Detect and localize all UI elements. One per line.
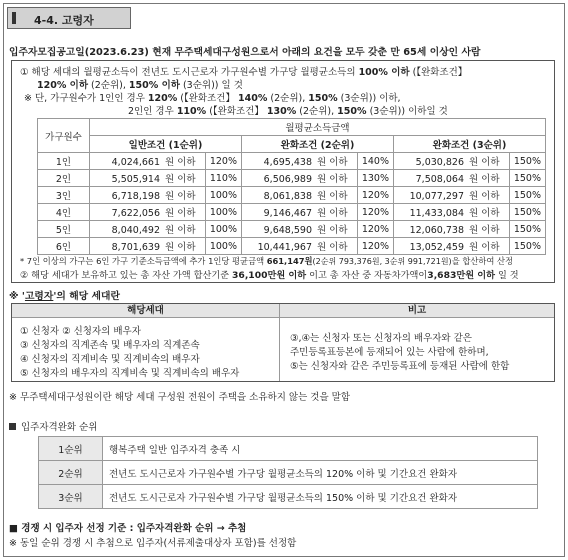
footnote-b3: 이고 총 자산 중 자동차가액이: [309, 270, 428, 281]
amount-value: 8,040,492: [111, 225, 160, 236]
amount-unit: 원 이하: [469, 191, 500, 202]
relax3-percent: 150%: [509, 187, 545, 204]
rank-description: 전년도 도시근로자 가구원수별 가구당 월평균소득의 150% 이하 및 기간요건 완화자: [103, 485, 538, 509]
cond1-d1: 2인인 경우: [128, 106, 174, 117]
footnote-b4: 3,683만원 이하: [427, 270, 496, 281]
amount-value: 8,701,639: [111, 242, 160, 253]
general-percent: 110%: [205, 170, 241, 187]
relax2-percent: 120%: [357, 221, 393, 238]
income-row: [38, 204, 546, 221]
relax3-amount: [394, 238, 510, 255]
general-amount: [90, 221, 206, 238]
col-income: 월평균소득금액: [90, 119, 546, 136]
household-divider: [279, 304, 280, 381]
cond1-c6: 150%: [308, 93, 338, 104]
household-l4: ⑤ 신청자의 배우자의 직계비속 및 직계비속의 배우자: [20, 368, 240, 379]
relax3-percent: 150%: [509, 221, 545, 238]
cond1-b2: (2순위),: [91, 80, 126, 91]
relax2-amount: [242, 187, 358, 204]
general-amount: [90, 170, 206, 187]
cond1-b4: (3순위)) 일 것: [182, 80, 243, 91]
col-household: 가구원수: [38, 119, 90, 153]
general-percent: 120%: [205, 153, 241, 170]
selection-criteria: ■ 경쟁 시 입주자 선정 기준 : 입주자격완화 순위 → 추첨: [9, 523, 247, 534]
amount-unit: 원 이하: [469, 242, 500, 253]
footnote-a: [20, 255, 513, 267]
amount-unit: 원 이하: [165, 242, 196, 253]
amount-value: 11,433,084: [409, 208, 464, 219]
general-amount: [90, 153, 206, 170]
amount-unit: 원 이하: [317, 208, 348, 219]
section-title: 4-4. 고령자: [34, 14, 94, 27]
cond1-a: ① 해당 세대의 월평균소득이 전년도 도시근로자 가구원수별 가구당 월평균소득의: [20, 67, 356, 78]
relax3-amount: [394, 221, 510, 238]
relax2-percent: 140%: [357, 153, 393, 170]
selection-note: ※ 동일 순위 경쟁 시 추첨으로 입주자(서류제출대상자 포함)를 선정함: [9, 538, 297, 549]
relax2-percent: 130%: [357, 170, 393, 187]
amount-unit: 원 이하: [165, 191, 196, 202]
relax3-percent: 150%: [509, 153, 545, 170]
income-row: [38, 238, 546, 255]
relax2-amount: [242, 238, 358, 255]
footnote-a-text: * 7인 이상의 가구는 6인 가구 기준소득금액에 추가 1인당 평균금액: [20, 256, 265, 266]
relax3-amount: [394, 204, 510, 221]
amount-unit: 원 이하: [317, 242, 348, 253]
household-size: 1인: [38, 153, 90, 170]
cond1-c5: (2순위),: [270, 93, 306, 104]
rank-row: [39, 437, 538, 461]
col-relax3: 완화조건 (3순위): [394, 136, 546, 153]
cond1-d7: (3순위)) 이하일 것: [369, 106, 448, 117]
amount-value: 7,508,064: [415, 174, 464, 185]
relax3-percent: 150%: [509, 238, 545, 255]
household-l1: ① 신청자 ② 신청자의 배우자: [20, 326, 141, 337]
cond1-c1: ※ 단, 가구원수가 1인인 경우: [24, 93, 145, 104]
household-r3: ⑤는 신청자와 같은 주민등록표에 등재된 사람에 한함: [290, 361, 510, 372]
cond1-a-tail: (【완화조건】: [412, 67, 468, 78]
household-size: 5인: [38, 221, 90, 238]
relax2-amount: [242, 221, 358, 238]
cond1-a-bold: 100% 이하: [358, 67, 410, 78]
cond1-line-c: [24, 90, 401, 104]
amount-value: 13,052,459: [409, 242, 464, 253]
rank-title-text: 입주자격완화 순위: [21, 422, 98, 433]
income-table: [37, 118, 546, 255]
relax3-amount: [394, 153, 510, 170]
household-size: 3인: [38, 187, 90, 204]
rank-label: 2순위: [39, 461, 103, 485]
amount-unit: 원 이하: [165, 157, 196, 168]
cond1-b1: 120% 이하: [37, 80, 89, 91]
amount-unit: 원 이하: [469, 157, 500, 168]
income-row: [38, 153, 546, 170]
relax2-amount: [242, 170, 358, 187]
rank-row: [39, 485, 538, 509]
household-section-title: [9, 288, 120, 302]
bullet-square: [9, 423, 16, 430]
intro-text: 입주자모집공고일(2023.6.23) 현재 무주택세대구성원으로서 아래의 요건을 모두 갖춘 만 65세 이상인 사람: [9, 47, 481, 58]
rank-description: 전년도 도시근로자 가구원수별 가구당 월평균소득의 120% 이하 및 기간요건 완화자: [103, 461, 538, 485]
general-amount: [90, 204, 206, 221]
footnote-a-tail: 을 합산하여 산정: [451, 256, 514, 266]
amount-unit: 원 이하: [469, 174, 500, 185]
cond1-c2: 120%: [147, 93, 178, 104]
rank-row: [39, 461, 538, 485]
sec2-post: '의 해당 세대란: [53, 291, 120, 302]
household-box: [11, 303, 555, 382]
amount-value: 10,441,967: [257, 242, 312, 253]
footnote-a-small: (2순위 793,376원, 3순위 991,721원): [312, 257, 452, 266]
amount-value: 4,024,661: [111, 157, 160, 168]
household-header-left: 해당세대: [12, 304, 279, 318]
amount-value: 6,506,989: [263, 174, 312, 185]
footnote-a-bold: 661,147원: [266, 256, 313, 266]
relax3-percent: 150%: [509, 170, 545, 187]
amount-unit: 원 이하: [469, 208, 500, 219]
household-r1: ③,④는 신청자 또는 신청자의 배우자와 같은: [290, 333, 472, 344]
household-l3: ④ 신청자의 직계비속 및 직계비속의 배우자: [20, 354, 200, 365]
rank-section-title: [9, 419, 97, 433]
cond1-d3: (【완화조건】: [209, 106, 264, 117]
income-row: [38, 187, 546, 204]
amount-value: 4,695,438: [263, 157, 312, 168]
relax3-amount: [394, 170, 510, 187]
footnote-b2: 36,100만원 이하: [232, 270, 307, 281]
general-amount: [90, 238, 206, 255]
household-l2: ③ 신청자의 직계존속 및 배우자의 직계존속: [20, 340, 200, 351]
amount-value: 10,077,297: [409, 191, 464, 202]
household-header-right: 비고: [280, 304, 554, 318]
condition-box: [11, 60, 555, 283]
cond1-line-b: [37, 77, 243, 91]
general-amount: [90, 187, 206, 204]
title-marker: [12, 12, 16, 24]
amount-value: 12,060,738: [409, 225, 464, 236]
relax2-percent: 120%: [357, 187, 393, 204]
cond1-d2: 110%: [176, 106, 207, 117]
amount-value: 7,622,056: [111, 208, 160, 219]
amount-value: 6,718,198: [111, 191, 160, 202]
rank-label: 1순위: [39, 437, 103, 461]
footnote-b: [20, 267, 519, 281]
relax2-amount: [242, 204, 358, 221]
household-size: 6인: [38, 238, 90, 255]
amount-value: 9,146,467: [263, 208, 312, 219]
rank-label: 3순위: [39, 485, 103, 509]
cond1-line-d: [128, 103, 448, 117]
household-size: 2인: [38, 170, 90, 187]
relax3-amount: [394, 187, 510, 204]
amount-value: 5,030,826: [415, 157, 464, 168]
relax2-amount: [242, 153, 358, 170]
amount-value: 5,505,914: [111, 174, 160, 185]
cond1-line-a: [20, 64, 467, 78]
amount-unit: 원 이하: [469, 225, 500, 236]
general-percent: 100%: [205, 187, 241, 204]
amount-unit: 원 이하: [165, 208, 196, 219]
amount-unit: 원 이하: [317, 225, 348, 236]
sec2-pre: ※ ': [9, 291, 25, 302]
cond1-c4: 140%: [238, 93, 268, 104]
cond1-c3: (【완화조건】: [180, 93, 235, 104]
household-size: 4인: [38, 204, 90, 221]
cond1-c7: (3순위)) 이하,: [340, 93, 401, 104]
relax3-percent: 150%: [509, 204, 545, 221]
general-percent: 100%: [205, 204, 241, 221]
income-row: [38, 221, 546, 238]
cond1-d6: 150%: [337, 106, 367, 117]
amount-unit: 원 이하: [317, 191, 348, 202]
household-r2: 주민등록표등본에 등재되어 있는 사람에 한하며,: [290, 347, 489, 358]
general-percent: 100%: [205, 238, 241, 255]
relax2-percent: 120%: [357, 204, 393, 221]
relax2-percent: 120%: [357, 238, 393, 255]
col-relax2: 완화조건 (2순위): [242, 136, 394, 153]
homeless-note: ※ 무주택세대구성원이란 해당 세대 구성원 전원이 주택을 소유하지 않는 것을 말함: [9, 392, 350, 403]
rank-description: 행복주택 일반 입주자격 충족 시: [103, 437, 538, 461]
amount-unit: 원 이하: [165, 174, 196, 185]
amount-value: 9,648,590: [263, 225, 312, 236]
income-row: [38, 170, 546, 187]
rank-table: [38, 436, 538, 509]
amount-value: 8,061,838: [263, 191, 312, 202]
section-title-box: [7, 7, 131, 29]
cond1-d5: (2순위),: [299, 106, 335, 117]
amount-unit: 원 이하: [317, 174, 348, 185]
col-general: 일반조건 (1순위): [90, 136, 242, 153]
footnote-b5: 일 것: [497, 270, 519, 281]
footnote-b1: ② 해당 세대가 보유하고 있는 총 자산 가액 합산기준: [20, 270, 230, 281]
cond1-d4: 130%: [266, 106, 297, 117]
general-percent: 100%: [205, 221, 241, 238]
cond1-b3: 150% 이하: [128, 80, 180, 91]
sec2-underlined: 고령자: [24, 291, 54, 302]
amount-unit: 원 이하: [317, 157, 348, 168]
amount-unit: 원 이하: [165, 225, 196, 236]
